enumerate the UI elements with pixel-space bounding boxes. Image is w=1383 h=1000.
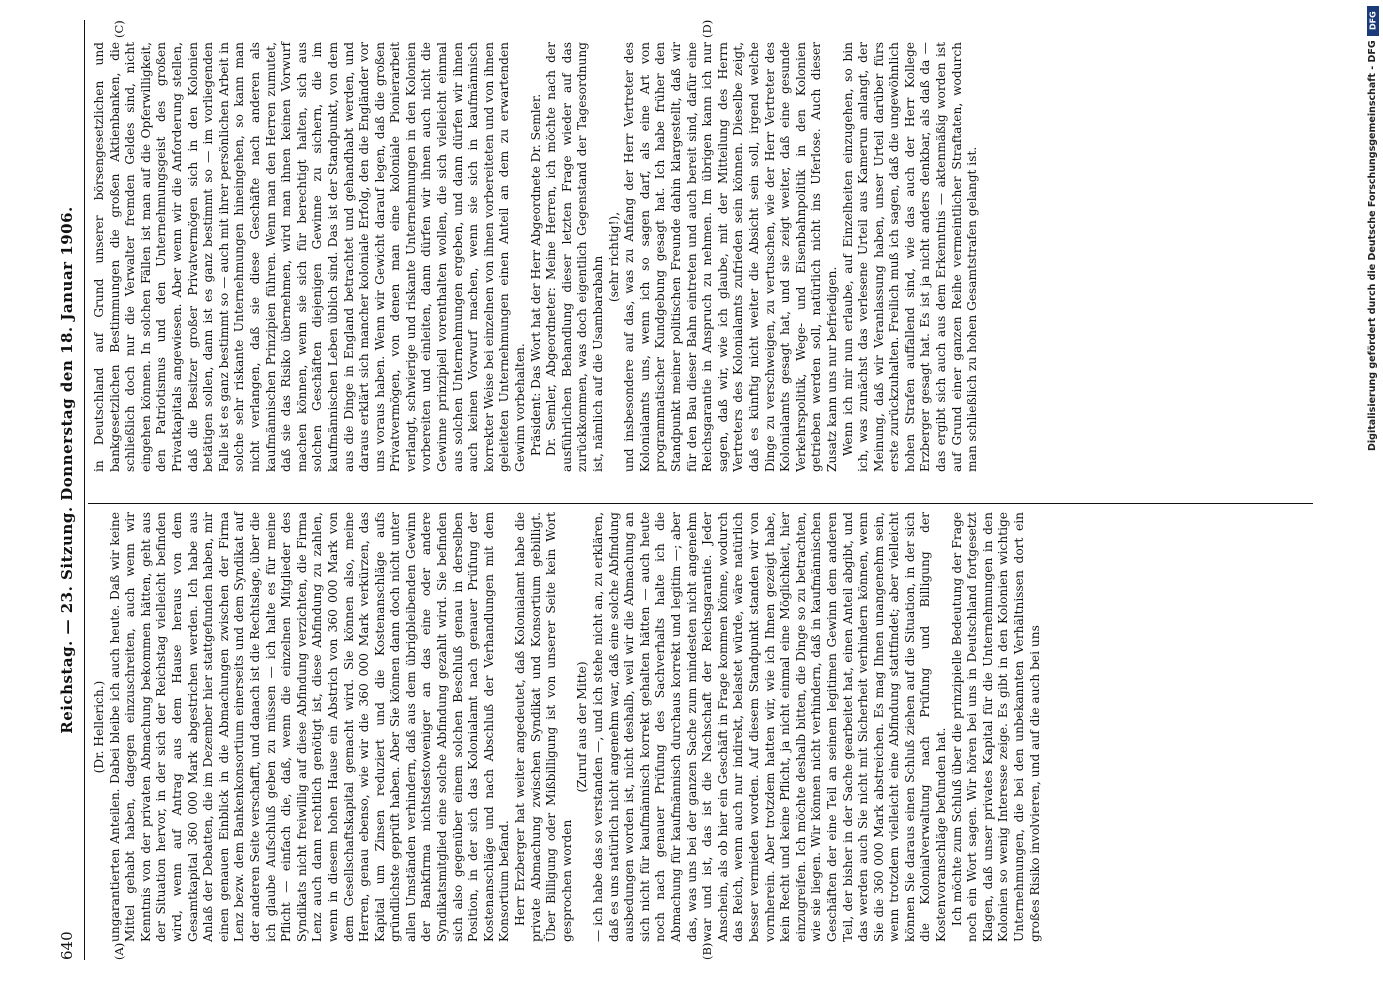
margin-marker-b: (B) [700, 942, 714, 960]
president-line: Präsident: Das Wort hat der Herr Abgeordnete Dr. Semler. [528, 93, 543, 456]
column-divider [88, 503, 1313, 504]
dfg-logo-icon: DFG [1367, 6, 1379, 36]
paragraph: ungarantierten Anteilen. Dabei bleibe ich auch heute. Daß wir keine Mittel gehabt haben, dagegen einzuschreiten, auch wenn wir Kenntnis von der privaten Abmachung bekommen hätten, geht aus der Situation hervor, in der sich der Reichstag vielleicht befinden wird, wenn auf Antrag aus dem Hause heraus von dem Gesamtkapital 360 000 Mark abgestrichen werden. Ich habe aus Anlaß der Debatten, die im Dezember hier stattgefunden haben, mir einen genauen Einblick in die Abmachungen zwischen der Firma Lenz bezw. dem Bankenkonsortium einerseits und dem Syndikat auf der anderen Seite verschafft, und danach ist die Rechtslage, über die ich glaube Aufschluß geben zu müssen — ich halte es für meine Pflicht — einfach die, daß, wenn die einzelnen Mitglieder des Syndikats nicht freiwillig auf diese Abfindung verzichten, die Firma Lenz auch dann rechtlich genötigt ist, diese Abfindung zu zahlen, wenn in diesem hohen Hause ein Abstrich von 360 000 Mark von dem Gesellschaftskapital gemacht wird. Sie können also, meine Herren, genau ebenso, wie wir die 360 000 Mark verkürzen, das Kapital um Zinsen reduziert und die Kostenanschläge aufs gründlichste geprüft haben. Aber Sie können dann doch nicht unter allen Umständen verhindern, daß aus dem übrigbleibenden Gewinn der Bankfirma nichtsdestoweniger an das eine oder andere Syndikatsmitglied eine solche Abfindung gezahlt wird. Sie befinden sich also gegenüber einem solchen Beschluß genau in derselben Position, in der sich das Kolonialamt nach genauer Prüfung der Kostenanschläge und nach Abschluß der Verhandlungen mit dem Konsortium befand. [107, 512, 512, 942]
paragraph: Ich möchte zum Schluß über die prinzipielle Bedeutung der Frage noch ein Wort sagen. Wir hören bei uns in Deutschland fortgesetzt Klagen, daß unser privates Kapital für die Unternehmungen in den Kolonien so wenig Interesse zeige. Es gibt in den Kolonien wichtige Unternehmungen, die bei den unbekannten Verhältnissen dort ein großes Risiko involvieren, und auf die auch bei uns [949, 512, 1042, 942]
paragraph: Herr Erzberger hat weiter angedeutet, daß Kolonialamt habe die private Abmachung zwischen Syndikat und Konsortium gebilligt. Über Billigung oder Mißbilligung ist von unserer Seite kein Wort gesprochen worden [513, 512, 574, 942]
digitization-credit: Digitalisierung gefördert durch die Deutsche Forschungsgemeinschaft - DFG [1367, 40, 1378, 451]
page-number: 640 [58, 931, 76, 960]
paragraph: in Deutschland auf Grund unserer börsengesetzlichen und bankgesetzlichen Bestimmungen die großen Aktienbanken, die schließlich doch nur die Verwalter fremden Geldes sind, nicht eingehen können. In solchen Fällen ist man auf die Opferwilligkeit, den Patriotismus und den Unternehmungsgeist des großen Privatkapitals angewiesen. Aber wenn wir die Anforderung stellen, daß die Besitzer großer Privatvermögen sich in den Kolonien betätigen sollen, dann ist es ganz bestimmt so — im vorliegenden Falle ist es ganz bestimmt so — auch mit ihrer persönlichen Arbeit in solche sehr riskante Unternehmungen hineingehen, so kann man nicht verlangen, daß sie diese Geschäfte nach anderen als kaufmännischen Prinzipien führen. Wenn man den Herren zumutet, daß sie das Risiko übernehmen, wird man ihnen keinen Vorwurf machen können, wenn sie sich für berechtigt halten, sich aus solchen Geschäften diejenigen Gewinne zu sichern, die im kaufmännischen Leben üblich sind. Das ist der Standpunkt, von dem aus die Dinge in England betrachtet und gehandhabt werden, und daraus erklärt sich mancher koloniale Erfolg, den die Engländer vor uns voraus haben. Wenn wir Gewicht darauf legen, daß die großen Privatvermögen, von denen man eine koloniale Pionierarbeit verlangt, schwierige und riskante Unternehmungen in den Kolonien vorbereiten und einleiten, dann dürfen wir ihnen auch nicht die Gewinne prinzipiell vorenthalten wollen, die sich vielleicht einmal aus solchen Unternehmungen ergeben, und dann dürfen wir ihnen auch keinen Vorwurf machen, wenn sie sich in kaufmännisch korrekter Weise bei einzelnen von ihnen vorbereiteten und von ihnen geleiteten Unternehmungen einen Anteil an dem zu erwartenden Gewinn vorbehalten. [92, 42, 528, 472]
page-title: Reichstag. — 23. Sitzung. Donnerstag den 18. Januar 1906. [58, 206, 76, 734]
speaker-continued: (Dr. Hellerich.) [92, 680, 106, 774]
digitization-sidebar [1367, 6, 1379, 676]
margin-marker-c: (C) [112, 20, 126, 38]
interjection: (Zuruf aus der Mitte) [575, 661, 590, 793]
header-rule [84, 20, 85, 960]
paragraph: — ich habe das so verstanden —, und ich stehe nicht an, zu erklären, daß es uns natürlich nicht angenehm war, daß eine solche Abfindung ausbedungen worden ist, nicht deshalb, weil wir die Abmachung an sich nicht für kaufmännisch korrekt gehalten hätten — auch heute noch nach genauer Prüfung des Sachverhalts halte ich die Abmachung für kaufmännisch durchaus korrekt und legitim —; aber das, was uns bei der ganzen Sache zum mindesten nicht angenehm war und ist, das ist die Nachschaft der Reichsgarantie. Jeder Anschein, als ob hier ein Geschäft in Frage kommen könne, wodurch das Reich, wenn auch nur indirekt, belastet würde, wäre natürlich besser vermieden worden. Auf diesem Standpunkt standen wir von vornherein. Aber trotzdem hatten wir, wie ich Ihnen gezeigt habe, kein Recht und keine Pflicht, ja nicht einmal eine Möglichkeit, hier einzugreifen. Ich möchte deshalb bitten, die Dinge so zu betrachten, wie sie liegen. Wir können nicht verhindern, daß in kaufmännischen Geschäften der eine Teil an seinem legitimen Gewinn dem anderen Teil, der bisher in der Sache gearbeitet hat, einen Anteil abgibt, und das werden auch Sie nicht mit Sicherheit verhindern können, wenn Sie die 360 000 Mark abstreichen. Es mag Ihnen unangenehm sein, wenn trotzdem vielleicht eine Abfindung stattfindet; aber vielleicht können Sie daraus einen Schluß ziehen auf die Situation, in der sich die Kolonialverwaltung nach Prüfung und Billigung der Kostenvoranschläge befunden hat. [591, 512, 949, 942]
paragraph: Dr. Semler, Abgeordneter: Meine Herren, ich möchte nach der ausführlichen Behandlung dieser letzten Frage wieder auf das zurückkommen, was doch eigentlich Gegenstand der Tagesordnung ist, nämlich auf die Usambarabahn [544, 42, 605, 472]
margin-marker-a: (A) [112, 942, 126, 960]
interjection: (sehr richtig!), [606, 211, 621, 303]
margin-marker-d: (D) [700, 19, 714, 38]
left-column [92, 512, 1043, 942]
paragraph: und insbesondere auf das, was zu Anfang der Herr Vertreter des Kolonialamts uns, wenn ich so sagen darf, als eine Art von programmatischer Kundgebung gesagt hat. Ich habe früher den Standpunkt meiner politischen Freunde dahin klargestellt, daß wir für den Bau dieser Bahn eintreten und auch bereit sind, dafür eine Reichsgarantie in Anspruch zu nehmen. Im übrigen kann ich nur sagen, daß wir, wie ich glaube, mit der Mitteilung des Herrn Vertreters des Kolonialamts zufrieden sein können. Dieselbe zeigt, daß es künftig nicht weiter die Absicht sein soll, irgend welche Dinge zu verschweigen, zu vertuschen, wie der Herr Vertreter des Kolonialamts gesagt hat, und sie zeigt weiter, daß eine gesunde Verkehrspolitik, Wege- und Eisenbahnpolitik in den Kolonien getrieben werden soll, natürlich nicht ins Uferlose. Auch dieser Zusatz kann uns nur befriedigen. [622, 42, 839, 472]
page-header [58, 20, 80, 960]
paragraph: Wenn ich mir nun erlaube, auf Einzelheiten einzugehen, so bin ich, was zunächst das verlesene Urteil aus Kamerun anlangt, der Meinung, daß wir Veranlassung haben, unser Urteil darüber fürs erste zurückzuhalten. Freilich muß ich sagen, daß die ungewöhnlich hohen Strafen auffallend sind, wie das auch der Herr Kollege Erzberger gesagt hat. Es ist ja nicht anders denkbar, als daß da — das ergibt sich auch aus dem Erkenntnis — aktenmäßig worden ist auf Grund einer ganzen Reihe vermeintlicher Straftaten, wodurch man schließlich zu hohen Gesamtstrafen gelangt ist. [840, 42, 980, 472]
right-column [92, 42, 981, 472]
